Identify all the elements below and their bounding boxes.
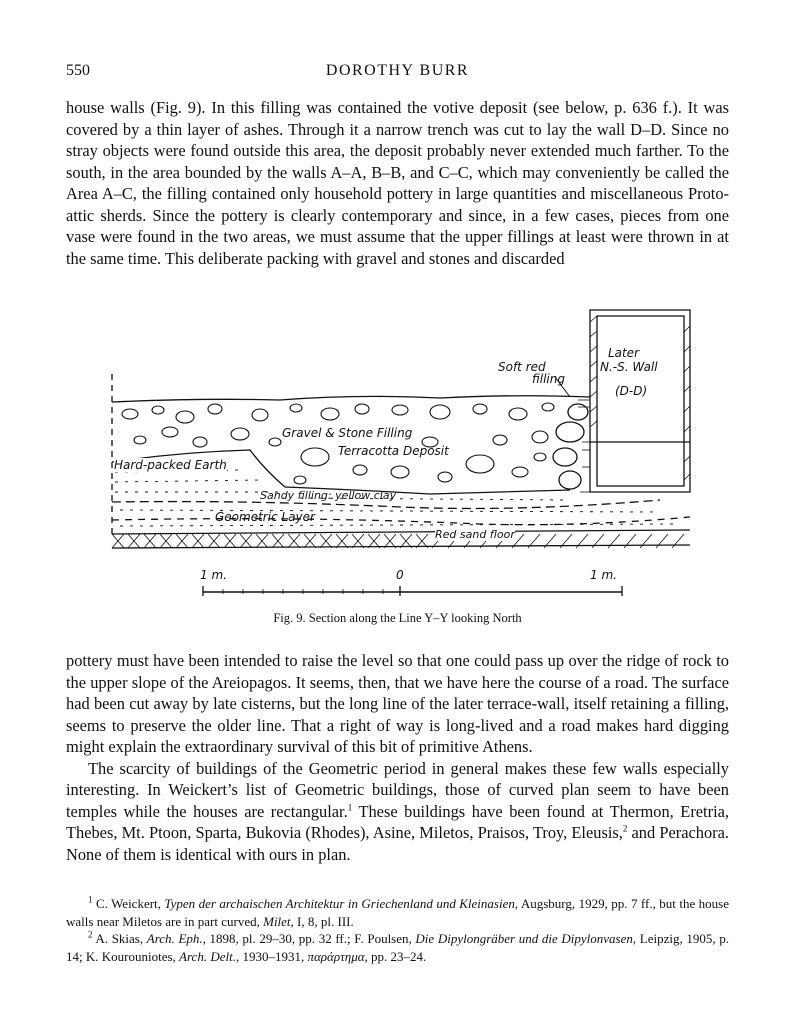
scale-label-left: 1 m. bbox=[200, 568, 227, 582]
text-line: especially interesting. In Weickert’s list of Geometric buildings, those of curved plan bbox=[66, 758, 729, 799]
text-line: seem to have been temples while the houses are rectangular. bbox=[66, 780, 729, 821]
text-line: found in the two areas, we must assume that the upper fillings at least were thrown bbox=[137, 227, 695, 246]
label-later-wall-2: N.-S. Wall bbox=[600, 360, 658, 374]
label-soft-red-2: filling bbox=[532, 372, 565, 386]
footnote-text: C. Weickert, bbox=[92, 896, 165, 911]
footnote-1 bbox=[66, 895, 729, 930]
label-later-wall-1: Later bbox=[608, 346, 640, 360]
label-sandy: Sandy filling: yellow clay bbox=[260, 489, 397, 502]
scale-label-zero: 0 bbox=[396, 568, 404, 582]
text-line: the course of a road. The surface had been cut away by late cisterns, but the long bbox=[66, 672, 729, 713]
text-line: pottery is clearly contemporary and since, in a few cases, pieces from one vase were bbox=[66, 205, 729, 246]
footnote-text: , 1930–1931, bbox=[235, 948, 308, 964]
footnotes bbox=[66, 895, 729, 965]
figure-section-drawing bbox=[100, 302, 700, 602]
footnote-text: , Leipzig, 1905, p. 14; K. Kourouniotes, bbox=[66, 931, 729, 964]
footnote-mark: 2 bbox=[88, 929, 93, 940]
label-red-sand: Red sand floor bbox=[435, 528, 515, 541]
footnote-text: , Augsburg, 1929, pp. 7 ff., but the house walls near Miletos are in part curved, bbox=[66, 896, 730, 929]
stone bbox=[568, 404, 588, 420]
stone bbox=[559, 471, 581, 489]
text-line: household pottery in large quantities and miscellaneous Proto-attic sherds. Since the bbox=[66, 184, 729, 225]
label-geometric: Geometric Layer bbox=[215, 510, 315, 524]
stone bbox=[556, 422, 584, 442]
text-line: Miletos, Praisos, Troy, Eleusis, bbox=[419, 823, 623, 842]
label-soft-red-1: Soft red bbox=[498, 360, 546, 374]
footnote-text: , 1898, pl. 29–30, pp. 32 ff.; F. Poulsen, bbox=[202, 931, 416, 946]
paragraph-3 bbox=[66, 758, 729, 866]
footnote-ref[interactable]: 2 bbox=[622, 823, 628, 834]
text-line: That a right of way is long-lived and a road makes hard digging might explain the bbox=[66, 715, 729, 756]
footnote-title: Typen der archaischen Architektur in Griechenland und Kleinasien bbox=[164, 896, 515, 911]
later-wall-inner bbox=[597, 316, 684, 486]
text-line: ridge of rock to the upper slope of the Areiopagos. It seems, then, that we have here bbox=[66, 651, 729, 692]
gravel-top-surface bbox=[112, 396, 590, 402]
text-line: line of the later terrace-wall, itself retaining a filling, seems to preserve the older line. bbox=[66, 694, 729, 735]
text-line: the wall D–D. Since no stray objects were found outside this area, the deposit probably bbox=[66, 119, 730, 160]
page-number: 550 bbox=[66, 62, 90, 79]
geometric-boundary bbox=[112, 517, 690, 525]
label-hard-packed: Hard-packed Earth bbox=[114, 458, 227, 472]
text-line: in at the same time. This deliberate packing with gravel and stones and discarded bbox=[66, 227, 729, 268]
paragraph-2 bbox=[66, 650, 729, 865]
footnote-text: , I, 8, pl. III. bbox=[290, 913, 354, 929]
footnote-title: Arch. Delt. bbox=[179, 948, 236, 964]
text-line: These buildings have bbox=[352, 801, 503, 821]
text-line: and Perachora. None of them is identical with ours in plan. bbox=[66, 823, 729, 864]
footnote-title: παράρτημα bbox=[307, 948, 365, 964]
figure-caption: Fig. 9. Section along the Line Y–Y looking North bbox=[273, 611, 522, 625]
text-line: house walls (Fig. 9). In this filling was contained the votive deposit (see below, p. 636 f.). bbox=[66, 98, 682, 117]
footnote-title: Arch. Eph. bbox=[146, 931, 203, 946]
running-header bbox=[66, 62, 729, 86]
red-sand-top bbox=[112, 530, 690, 534]
text-line: extraordinary survival of this bit of primitive Athens. bbox=[184, 737, 533, 756]
text-line: The scarcity of buildings of the Geometric period in general makes these few walls bbox=[88, 758, 658, 778]
label-later-wall-3: (D-D) bbox=[615, 384, 648, 398]
footnote-mark: 1 bbox=[88, 894, 93, 905]
text-line: been found at Thermon, Eretria, Thebes, Mt. Ptoon, Sparta, Bukovia (Rhodes), Asine, bbox=[66, 801, 729, 842]
footnote-text: , pp. 23–24. bbox=[364, 948, 427, 964]
footnote-ref[interactable]: 1 bbox=[347, 802, 353, 813]
scale-label-right: 1 m. bbox=[590, 568, 617, 582]
footnote-text: A. Skias, bbox=[92, 931, 147, 946]
footnote-2 bbox=[66, 930, 729, 965]
text-line: It was covered by a thin layer of ashes. Through it a narrow trench was cut to lay bbox=[66, 98, 729, 139]
label-terracotta: Terracotta Deposit bbox=[338, 444, 449, 458]
paragraph-1 bbox=[66, 97, 729, 269]
footnote-title: Milet bbox=[263, 913, 291, 929]
text-line: never extended much farther. To the south, in the area bounded by the walls A–A, bbox=[66, 141, 729, 182]
text-line: pottery must have been intended to raise the level so that one could pass up over the bbox=[66, 651, 623, 670]
label-gravel-fill: Gravel & Stone Filling bbox=[282, 426, 413, 440]
running-title: DOROTHY BURR bbox=[325, 62, 470, 79]
stone bbox=[553, 448, 577, 466]
later-wall-outline bbox=[590, 310, 690, 492]
text-line: B–B, and C–C, which may conveniently be called the Area A–C, the filling contained only bbox=[66, 162, 729, 203]
footnote-title: Die Dipylongräber und die Dipylonvasen bbox=[415, 931, 633, 946]
